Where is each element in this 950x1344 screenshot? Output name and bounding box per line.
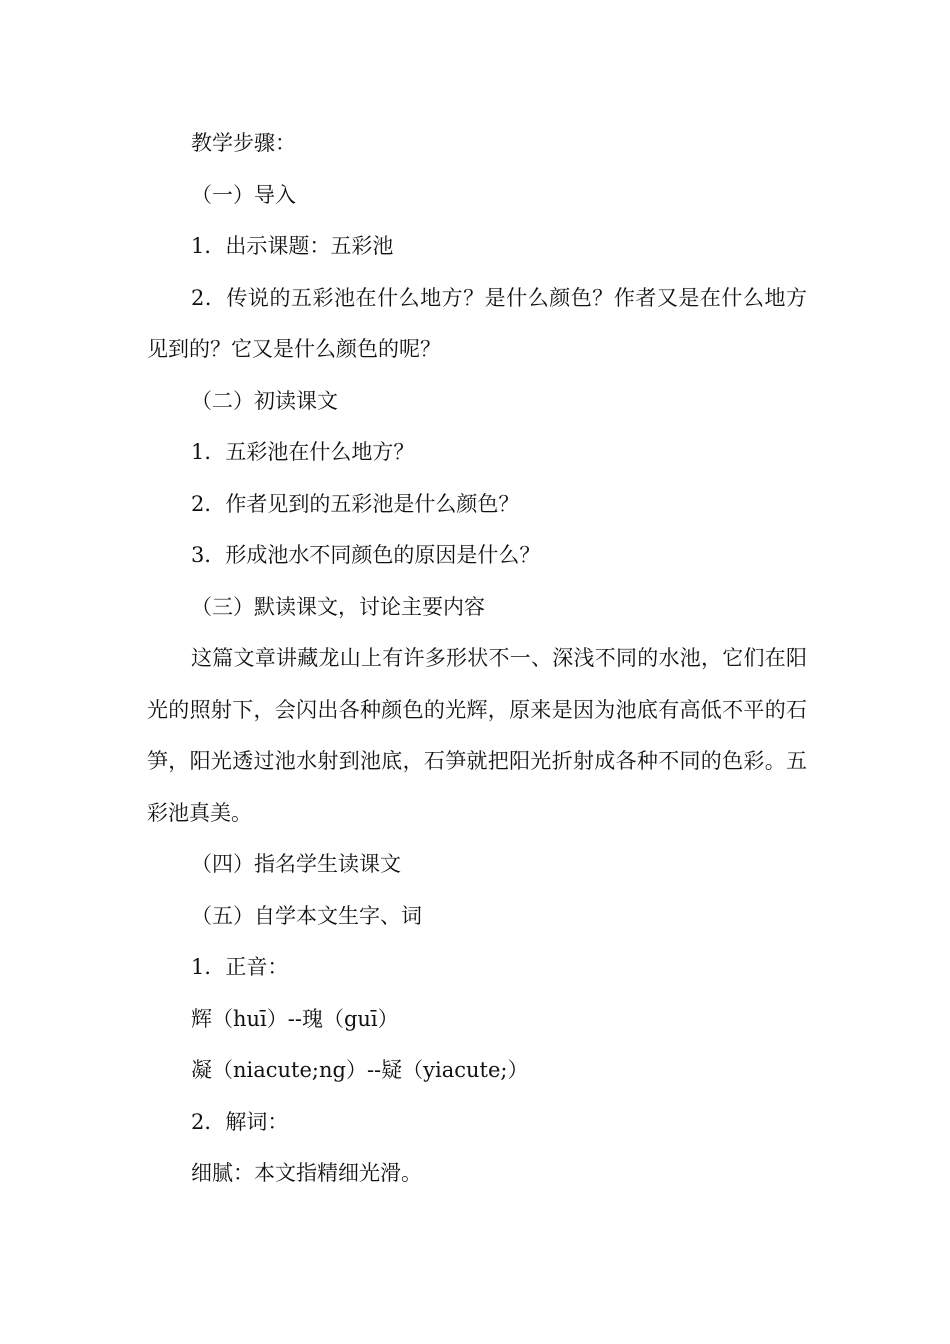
pronunciation-pair: 凝（niacute;ng）--疑（yiacute;） bbox=[191, 1058, 529, 1082]
heading-teaching-steps: 教学步骤： bbox=[191, 131, 296, 155]
list-item: 2．传说的五彩池在什么地方？是什么颜色？作者又是在什么地方见到的？它又是什么颜色的呢？ bbox=[147, 285, 807, 361]
document-body bbox=[147, 118, 807, 1200]
section-heading-self-study: （五）自学本文生字、词 bbox=[191, 903, 422, 928]
list-item: 1．出示课题：五彩池 bbox=[191, 234, 394, 258]
list-item: 1．正音： bbox=[191, 955, 289, 979]
list-item: 2．解词： bbox=[191, 1109, 289, 1134]
section-heading-silent-reading: （三）默读课文，讨论主要内容 bbox=[191, 594, 485, 619]
section-heading-student-reading: （四）指名学生读课文 bbox=[191, 852, 401, 876]
list-item: 3．形成池水不同颜色的原因是什么？ bbox=[191, 543, 541, 567]
summary-paragraph: 这篇文章讲藏龙山上有许多形状不一、深浅不同的水池，它们在阳光的照射下，会闪出各种颜色的光辉，原来是因为池底有高低不平的石笋，阳光透过池水射到池底，石笋就把阳光折射成各种不同的色彩。五彩池真美。 bbox=[147, 646, 807, 825]
list-item: 1．五彩池在什么地方？ bbox=[191, 440, 415, 464]
pronunciation-pair: 辉（huī）--瑰（guī） bbox=[191, 1006, 399, 1031]
section-heading-introduction: （一）导入 bbox=[191, 182, 296, 207]
word-definition: 细腻：本文指精细光滑。 bbox=[191, 1161, 422, 1185]
section-heading-first-reading: （二）初读课文 bbox=[191, 388, 338, 413]
list-item: 2．作者见到的五彩池是什么颜色？ bbox=[191, 491, 520, 516]
